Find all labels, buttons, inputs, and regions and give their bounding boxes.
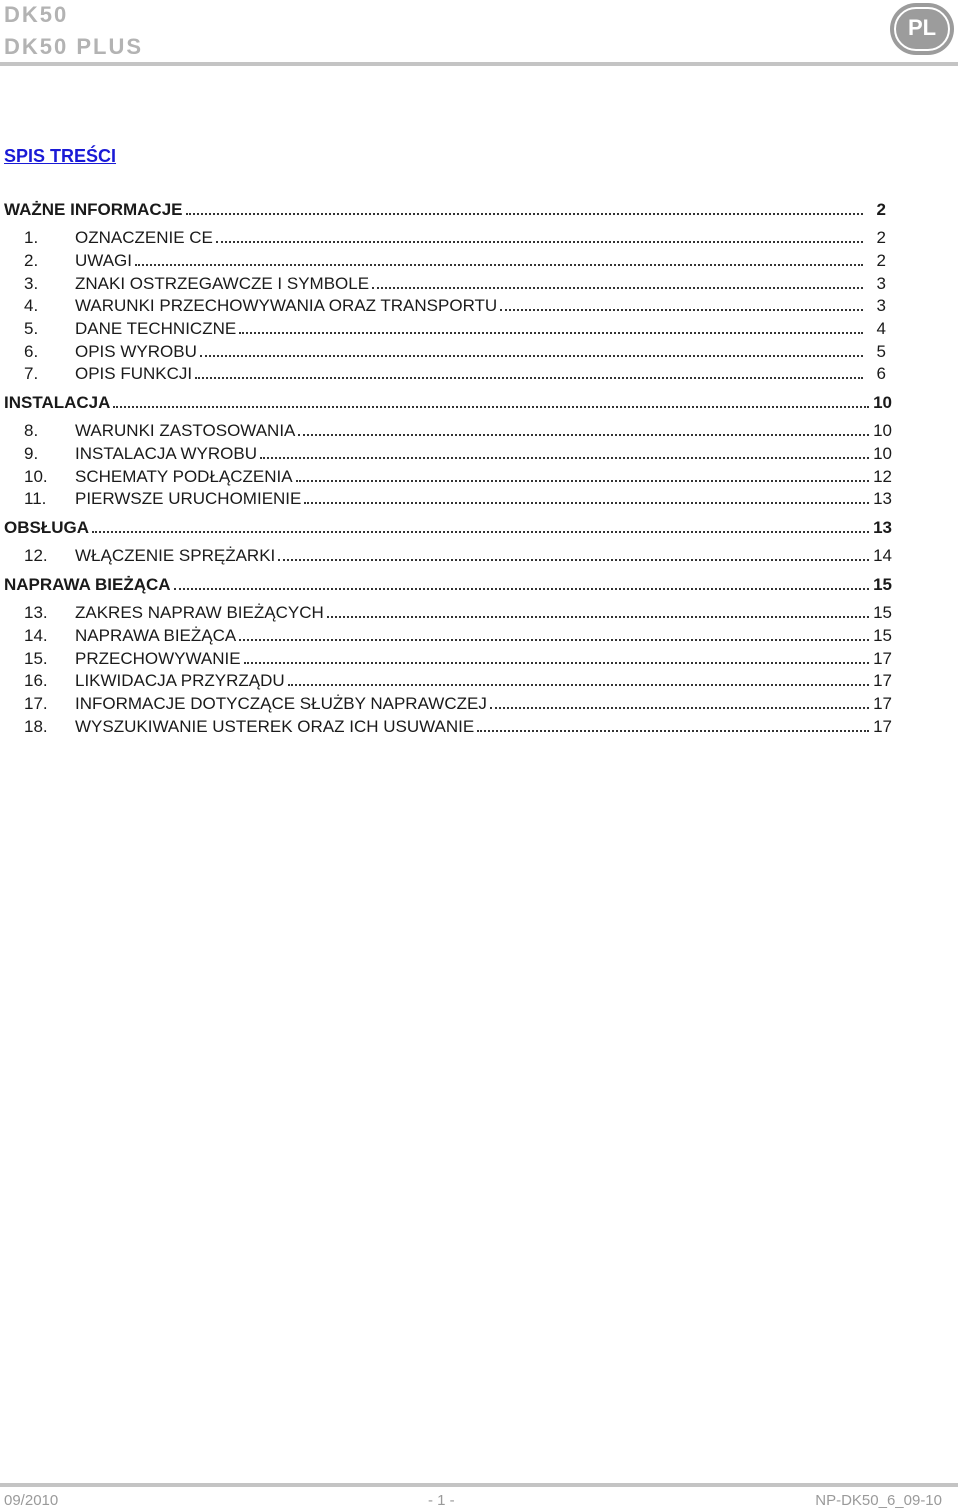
- toc-dot-leader: [298, 430, 869, 436]
- toc-dot-leader: [500, 305, 863, 311]
- toc-entry-page: 15: [873, 603, 892, 622]
- toc-section-entry[interactable]: [4, 391, 892, 413]
- toc-dot-leader: [490, 703, 869, 709]
- toc-entry-page: 15: [873, 626, 892, 645]
- toc-entry-title: WARUNKI ZASTOSOWANIA: [75, 421, 296, 440]
- toc-entry[interactable]: [24, 647, 892, 669]
- toc-entry-title: INFORMACJE DOTYCZĄCE SŁUŻBY NAPRAWCZEJ: [75, 694, 487, 713]
- toc-dot-leader: [477, 726, 869, 732]
- toc-dot-leader: [92, 527, 869, 533]
- toc-entry-page: 17: [873, 717, 892, 736]
- toc-entry-title: LIKWIDACJA PRZYRZĄDU: [75, 671, 285, 690]
- footer-date: 09/2010: [4, 1492, 59, 1509]
- toc-entry-page: 12: [873, 467, 892, 486]
- language-badge: [890, 3, 954, 55]
- toc-entry-number: 8.: [24, 421, 39, 440]
- toc-dot-leader: [216, 237, 863, 243]
- toc-section-entry[interactable]: [4, 516, 892, 538]
- toc-entry-page: 3: [876, 274, 886, 293]
- toc-entry-title: UWAGI: [75, 251, 132, 270]
- toc-entry[interactable]: [24, 715, 892, 737]
- toc-dot-leader: [239, 328, 863, 334]
- toc-dot-leader: [113, 402, 869, 408]
- toc-entry-number: 9.: [24, 444, 39, 463]
- toc-entry-page: 2: [876, 251, 886, 270]
- toc-entry-page: 17: [873, 694, 892, 713]
- toc-entry-title: NAPRAWA BIEŻĄCA: [4, 575, 171, 594]
- toc-entry-page: 10: [873, 393, 892, 412]
- toc-entry-number: 1.: [24, 228, 39, 247]
- toc-entry[interactable]: [24, 692, 892, 714]
- toc-entry-number: 2.: [24, 251, 39, 270]
- toc-section-entry[interactable]: [4, 198, 886, 220]
- toc-dot-leader: [239, 635, 869, 641]
- toc-dot-leader: [304, 498, 869, 504]
- toc-entry-number: 6.: [24, 342, 39, 361]
- toc-heading-link[interactable]: SPIS TREŚCI: [4, 146, 117, 166]
- toc-entry-page: 6: [876, 364, 886, 383]
- toc-entry-title: PRZECHOWYWANIE: [75, 649, 241, 668]
- toc-entry-title: NAPRAWA BIEŻĄCA: [75, 626, 237, 645]
- footer-page-number: - 1 -: [428, 1492, 455, 1509]
- toc-entry-page: 13: [873, 489, 892, 508]
- toc-dot-leader: [200, 351, 863, 357]
- toc-entry[interactable]: [24, 249, 886, 271]
- toc-entry-page: 3: [876, 296, 886, 315]
- footer-doc-code: NP-DK50_6_09-10: [815, 1492, 942, 1509]
- toc-entry-title: PIERWSZE URUCHOMIENIE: [75, 489, 302, 508]
- toc-entry-page: 15: [873, 575, 892, 594]
- toc-entry-title: ZNAKI OSTRZEGAWCZE I SYMBOLE: [75, 274, 370, 293]
- toc-entry[interactable]: [24, 669, 892, 691]
- toc-dot-leader: [244, 658, 869, 664]
- toc-entry-page: 17: [873, 649, 892, 668]
- toc-entry-page: 17: [873, 671, 892, 690]
- toc-dot-leader: [174, 584, 869, 590]
- toc-entry[interactable]: [24, 317, 886, 339]
- product-name-line-2: DK50 PLUS: [4, 34, 144, 59]
- toc-entry-title: WYSZUKIWANIE USTEREK ORAZ ICH USUWANIE: [75, 717, 475, 736]
- toc-entry-number: 10.: [24, 467, 48, 486]
- toc-entry-number: 4.: [24, 296, 39, 315]
- toc-entry-number: 3.: [24, 274, 39, 293]
- toc-entry[interactable]: [24, 442, 892, 464]
- toc-dot-leader: [288, 680, 869, 686]
- toc-entry-title: OZNACZENIE CE: [75, 228, 213, 247]
- toc-entry-page: 10: [873, 421, 892, 440]
- toc-section-entry[interactable]: [4, 573, 892, 595]
- toc-entry-title: WŁĄCZENIE SPRĘŻARKI: [75, 546, 276, 565]
- toc-entry-number: 18.: [24, 717, 48, 736]
- toc-entry-page: 10: [873, 444, 892, 463]
- toc-entry-title: SCHEMATY PODŁĄCZENIA: [75, 467, 293, 486]
- toc-entry-page: 2: [876, 200, 886, 219]
- toc-entry-number: 11.: [24, 489, 47, 508]
- toc-entry-number: 15.: [24, 649, 48, 668]
- toc-dot-leader: [372, 283, 863, 289]
- toc-dot-leader: [260, 453, 869, 459]
- header-divider: [0, 62, 958, 66]
- toc-entry-page: 14: [873, 546, 892, 565]
- toc-entry-title: OBSŁUGA: [4, 518, 89, 537]
- toc-dot-leader: [186, 209, 864, 215]
- toc-entry[interactable]: [24, 465, 892, 487]
- toc-entry[interactable]: [24, 362, 886, 384]
- toc-entry-number: 14.: [24, 626, 48, 645]
- toc-entry[interactable]: [24, 272, 886, 294]
- toc-entry[interactable]: [24, 544, 892, 566]
- footer-divider: [0, 1483, 958, 1487]
- toc-entry-title: WAŻNE INFORMACJE: [4, 200, 183, 219]
- toc-entry-title: INSTALACJA: [4, 393, 111, 412]
- toc-entry-number: 13.: [24, 603, 48, 622]
- toc-entry-number: 16.: [24, 671, 48, 690]
- toc-entry-page: 5: [876, 342, 886, 361]
- toc-entry-title: OPIS WYROBU: [75, 342, 197, 361]
- toc-entry-page: 4: [876, 319, 886, 338]
- toc-entry-number: 7.: [24, 364, 39, 383]
- product-name-line-1: DK50: [4, 2, 69, 27]
- toc-entry-title: OPIS FUNKCJI: [75, 364, 193, 383]
- toc-dot-leader: [135, 260, 863, 266]
- toc-entry-title: WARUNKI PRZECHOWYWANIA ORAZ TRANSPORTU: [75, 296, 498, 315]
- page-header: [0, 0, 960, 70]
- language-code: PL: [907, 15, 937, 40]
- toc-entry[interactable]: [24, 601, 892, 623]
- toc-entry[interactable]: [24, 294, 886, 316]
- toc-entry[interactable]: [24, 419, 892, 441]
- toc-entry[interactable]: [24, 487, 892, 509]
- toc-entry[interactable]: [24, 340, 886, 362]
- toc-entry-page: 2: [876, 228, 886, 247]
- toc-entry-number: 17.: [24, 694, 48, 713]
- toc-entry[interactable]: [24, 226, 886, 248]
- toc-entry-title: INSTALACJA WYROBU: [75, 444, 257, 463]
- toc-dot-leader: [278, 555, 869, 561]
- toc-entry-title: ZAKRES NAPRAW BIEŻĄCYCH: [75, 603, 324, 622]
- toc-entry-number: 5.: [24, 319, 39, 338]
- toc-dot-leader: [296, 476, 869, 482]
- toc-dot-leader: [327, 612, 869, 618]
- toc-dot-leader: [195, 373, 863, 379]
- toc-entry-page: 13: [873, 518, 892, 537]
- toc-entry-number: 12.: [24, 546, 48, 565]
- toc-entry-title: DANE TECHNICZNE: [75, 319, 237, 338]
- toc-entry[interactable]: [24, 624, 892, 646]
